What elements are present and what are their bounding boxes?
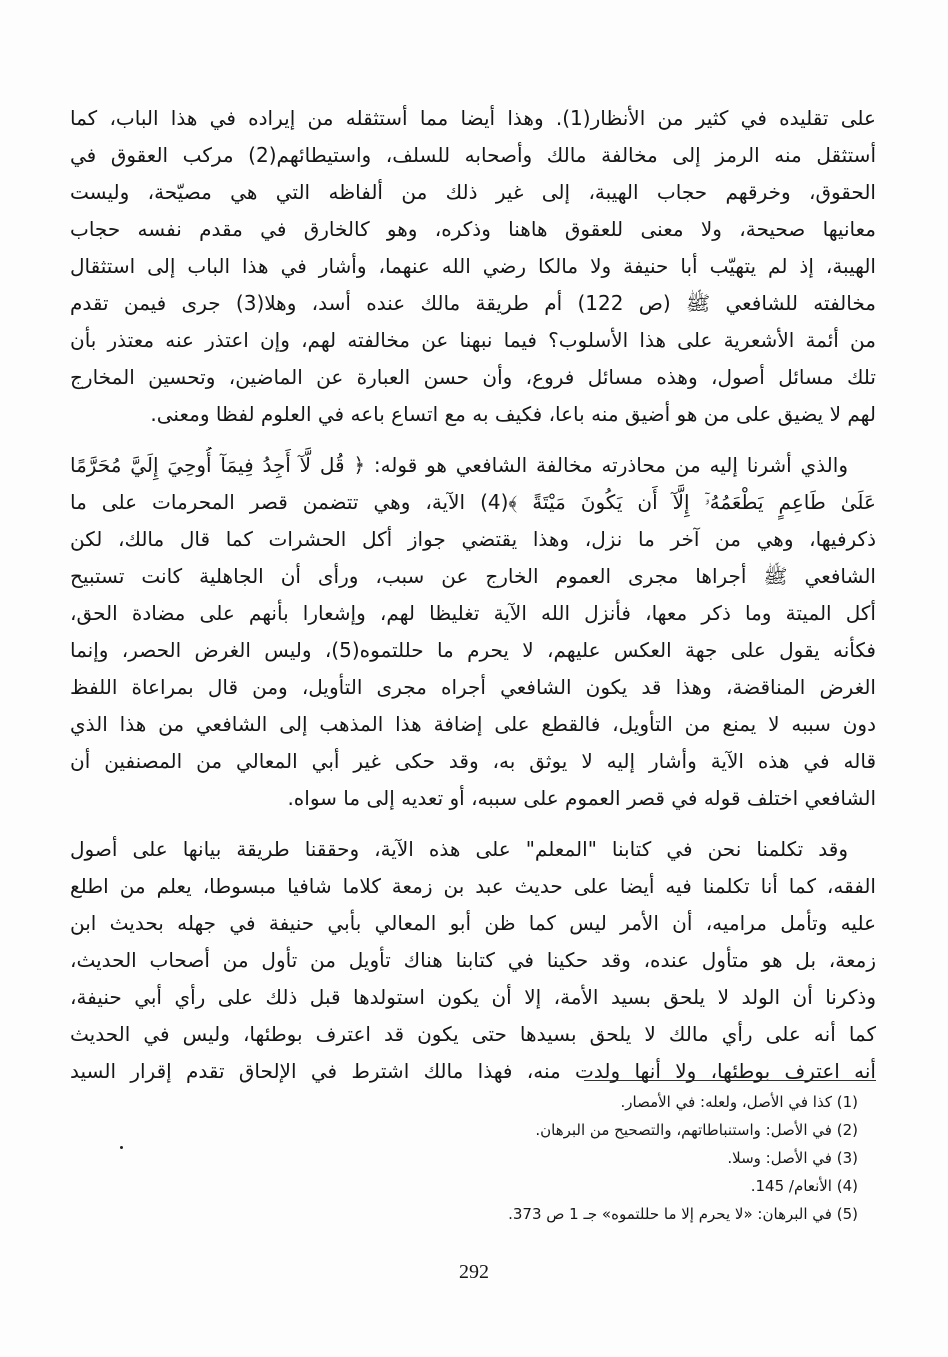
text-line: وذكرنا أن الولد لا يلحق بسيد الأمة، إلا أن يكون استولدها قبل ذلك على رأي أبي حنيفة، [70, 985, 876, 1009]
text-line: كما أنه على رأي مالك لا يلحق بسيدها حتى يكون قد اعترف بوطئها، وليس في الحديث [70, 1022, 876, 1046]
text-line: فكأنه يقول على جهة العكس عليهم، لا يحرم ما حللتموه(5)، وليس الغرض الحصر، وإنما [70, 638, 876, 662]
paragraph-gap [70, 817, 876, 831]
text-line: الحقوق، وخرقهم حجاب الهيبة، إلى غير ذلك من ألفاظه التي هي مصيّحة، وليست [70, 180, 876, 204]
text-line: والذي أشرنا إليه من محاذرته مخالفة الشافعي هو قوله: ﴿ قُل لَّآ أَجِدُ فِيمَآ أُوحِيَ إِلَيَّ مُحَرَّمًا [70, 453, 848, 477]
text-line: ذكرفيها، وهي من آخر ما نزل، وهذا يقتضي جواز أكل الحشرات كما قال مالك، لكن [70, 527, 876, 551]
text-line: معانيها صحيحة، ولا معنى للعقوق هاهنا وذكره، وهو كالخارق في مقدم نفسه حجاب [70, 217, 876, 241]
paragraph-1 [70, 100, 876, 433]
text-line: قاله في هذه الآية وأشار إليه لا يوثق به، وقد حكى غير أبي المعالي من المصنفين أن [70, 749, 876, 773]
footnote: (4) الأنعام/ 145. [750, 1177, 858, 1195]
paragraph-3 [70, 831, 876, 1090]
footnote: (2) في الأصل: واستنباطاتهم، والتصحيح من البرهان. [535, 1121, 858, 1139]
text-line: الشافعي ﷺ أجراها مجرى العموم الخارج عن سبب، ورأى أن الجاهلية كانت تستبيح [70, 564, 876, 588]
main-text [70, 100, 876, 1090]
paragraph-gap [70, 433, 876, 447]
footnote: (5) في البرهان: «لا يحرم إلا ما حللتموه» جـ 1 ص 373. [508, 1205, 858, 1223]
scan-speck [120, 1146, 123, 1149]
text-line: عَلَىٰ طَاعِمٍ يَطْعَمُهُۥٓ إِلَّآ أَن يَكُونَ مَيْتَةً ﴾(4) الآية، وهي تتضمن قصر المحرمات على ما [70, 490, 876, 514]
footnote: (1) كذا في الأصل، ولعله: في الأمصار. [620, 1093, 858, 1111]
text-line: الهيبة، إذ لم يتهيّب أبا حنيفة ولا مالكا رضي الله عنهما، وأشار في هذا الباب إلى استثقال [70, 254, 876, 278]
text-line: الفقه، كما أنا تكلمنا فيه أيضا على حديث عبد بن زمعة كلاما شافيا مبسوطا، يعلم من اطلع [70, 874, 876, 898]
text-line: أنه اعترف بوطئها، ولا أنها ولدت منه، فهذا مالك اشترط في الإلحاق تقدم إقرار السيد [70, 1059, 876, 1083]
text-line: أستثقل منه الرمز إلى مخالفة مالك وأصحابه للسلف، واستيطائهم(2) مركب العقوق في [70, 143, 876, 167]
text-line: الشافعي اختلف قوله في قصر العموم على سببه، أو تعديه إلى ما سواه. [287, 786, 876, 810]
text-line: على تقليده في كثير من الأنظار(1). وهذا أيضا مما أستثقله من إيراده في هذا الباب، كما [70, 106, 876, 130]
text-line: دون سببه لا يمنع من التأويل، فالقطع على إضافة هذا المذهب إلى الشافعي من هذا الذي [70, 712, 876, 736]
text-line: زمعة، بل هو متأول عنده، وقد حكينا في كتابنا هناك تأويل من تأول من أصحاب الحديث، [70, 948, 876, 972]
footnote-separator [584, 1080, 876, 1081]
text-line: أكل الميتة وما ذكر معها، فأنزل الله الآية تغليظا لهم، وإشعارا بأنهم على مضادة الحق، [70, 601, 876, 625]
text-line: عليه وتأمل مراميه، أن الأمر ليس كما ظن أبو المعالي بأبي حنيفة في جهله بحديث ابن [70, 911, 876, 935]
page-number: 292 [459, 1261, 489, 1283]
text-line: وقد تكلمنا نحن في كتابنا "المعلم" على هذه الآية، وحققنا طريقة بيانها على أصول [70, 837, 848, 861]
text-line: تلك مسائل أصول، وهذه مسائل فروع، وأن حسن العبارة عن الماضين، وتحسين المخارج [70, 365, 876, 389]
text-line: مخالفته للشافعي ﷺ (ص 122) أم طريقة مالك عنده أسد، وهلا(3) جرى فيمن تقدم [70, 291, 876, 315]
footnotes [258, 1088, 858, 1228]
text-line: لهم لا يضيق على من هو أضيق منه باعا، فكيف به مع اتساع باعه في العلوم لفظا ومعنى. [150, 402, 876, 426]
text-line: الغرض المناقضة، وهذا قد يكون الشافعي أجراه مجرى التأويل، ومن قال بمراعاة اللفظ [70, 675, 876, 699]
text-line: من أئمة الأشعرية على هذا الأسلوب؟ فيما نبهنا عن مخالفته لهم، وإن اعتذر عنه معتذر بأن [70, 328, 876, 352]
paragraph-2 [70, 447, 876, 817]
footnote: (3) في الأصل: وسلا. [727, 1149, 858, 1167]
